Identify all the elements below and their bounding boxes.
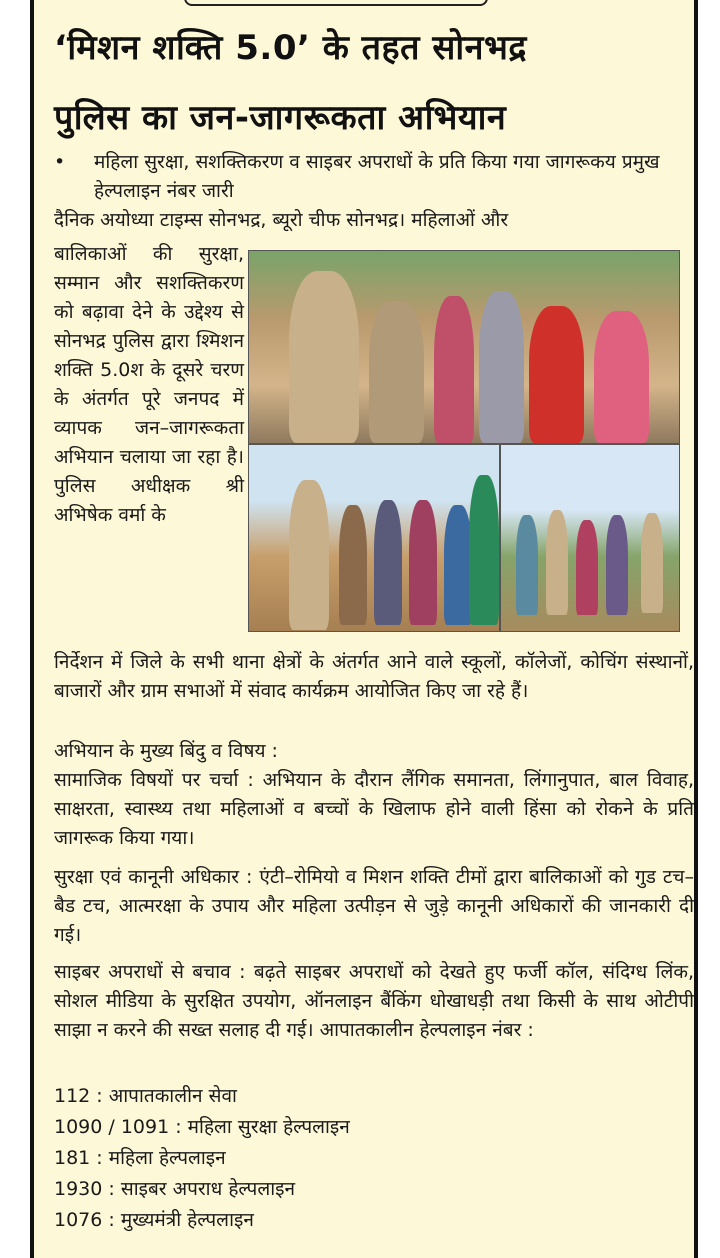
top-bracket-divider (184, 0, 488, 6)
helpline-label: मुख्यमंत्री हेल्पलाइन (120, 1209, 254, 1231)
helpline-label: साइबर अपराध हेल्पलाइन (120, 1178, 296, 1200)
point-legal-rights: सुरक्षा एवं कानूनी अधिकार : एंटी–रोमियो व मिशन शक्ति टीमों द्वारा बालिकाओं को गुड टच–बैड टच, आत्मरक्षा के उपाय और महिला उत्पीड़न से जुड़े कानूनी अधिकारों की जानकारी दी गई। (54, 866, 694, 946)
helpline-item: 112 : आपातकालीन सेवा (54, 1085, 237, 1107)
headline-line-2: पुलिस का जन-जागरूकता अभियान (54, 98, 507, 138)
section-heading: अभियान के मुख्य बिंदु व विषय : (54, 740, 278, 762)
helpline-label: महिला हेल्पलाइन (108, 1147, 226, 1169)
headline-line-1: ‘मिशन शक्ति 5.0’ के तहत सोनभद्र (54, 28, 527, 68)
photo-police-with-children (248, 444, 500, 632)
dateline: दैनिक अयोध्या टाइम्स सोनभद्र, ब्यूरो चीफ सोनभद्र। महिलाओं और (54, 209, 509, 231)
helpline-item: 1930 : साइबर अपराध हेल्पलाइन (54, 1178, 296, 1200)
newspaper-clipping (30, 0, 698, 1258)
helpline-number: 1090 / 1091 (54, 1116, 170, 1138)
helpline-number: 1930 (54, 1178, 103, 1200)
helpline-number: 112 (54, 1085, 91, 1107)
point-social-issues: सामाजिक विषयों पर चर्चा : अभियान के दौरान लैंगिक समानता, लिंगानुपात, बाल विवाह, साक्षरता, स्वास्थ्य तथा महिलाओं व बच्चों के खिलाफ होने वाली हिंसा को रोकने के प्रति जागरूक किया गया। (54, 769, 694, 849)
helpline-item: 1076 : मुख्यमंत्री हेल्पलाइन (54, 1209, 254, 1231)
helpline-label: आपातकालीन सेवा (108, 1085, 237, 1107)
paragraph-continuation: निर्देशन में जिले के सभी थाना क्षेत्रों के अंतर्गत आने वाले स्कूलों, कॉलेजों, कोचिंग संस्थानों, बाजारों और ग्राम सभाओं में संवाद कार्यक्रम आयोजित किए जा रहे हैं। (54, 651, 694, 702)
helpline-number: 181 (54, 1147, 91, 1169)
helpline-label: महिला सुरक्षा हेल्पलाइन (187, 1116, 350, 1138)
photo-police-distributing-pamphlets (248, 250, 680, 444)
helpline-item: 1090 / 1091 : महिला सुरक्षा हेल्पलाइन (54, 1116, 350, 1138)
bullet-text: महिला सुरक्षा, सशक्तिकरण व साइबर अपराधों के प्रति किया गया जागरूकय प्रमुख हेल्पलाइन नंबर जारी (94, 151, 660, 202)
point-cyber-crime: साइबर अपराधों से बचाव : बढ़ते साइबर अपराधों को देखते हुए फर्जी कॉल, संदिग्ध लिंक, सोशल मीडिया के सुरक्षित उपयोग, ऑनलाइन बैंकिंग धोखाधड़ी तथा किसी के साथ ओटीपी साझा न करने की सख्त सलाह दी गई। आपातकालीन हेल्पलाइन नंबर : (54, 961, 694, 1041)
intro-paragraph: बालिकाओं की सुरक्षा, सम्मान और सशक्तिकरण को बढ़ावा देने के उद्देश्य से सोनभद्र पुलिस द्वारा श्मिशन शक्ति 5.0श के दूसरे चरण के अंतर्गत पूरे जनपद में व्यापक जन–जागरूकता अभियान चलाया जा रहा है। पुलिस अधीक्षक श्री अभिषेक वर्मा के (54, 243, 244, 526)
photo-village-awareness-group (500, 444, 680, 632)
helpline-item: 181 : महिला हेल्पलाइन (54, 1147, 226, 1169)
helpline-number: 1076 (54, 1209, 103, 1231)
bullet-dot-icon: • (54, 151, 66, 173)
